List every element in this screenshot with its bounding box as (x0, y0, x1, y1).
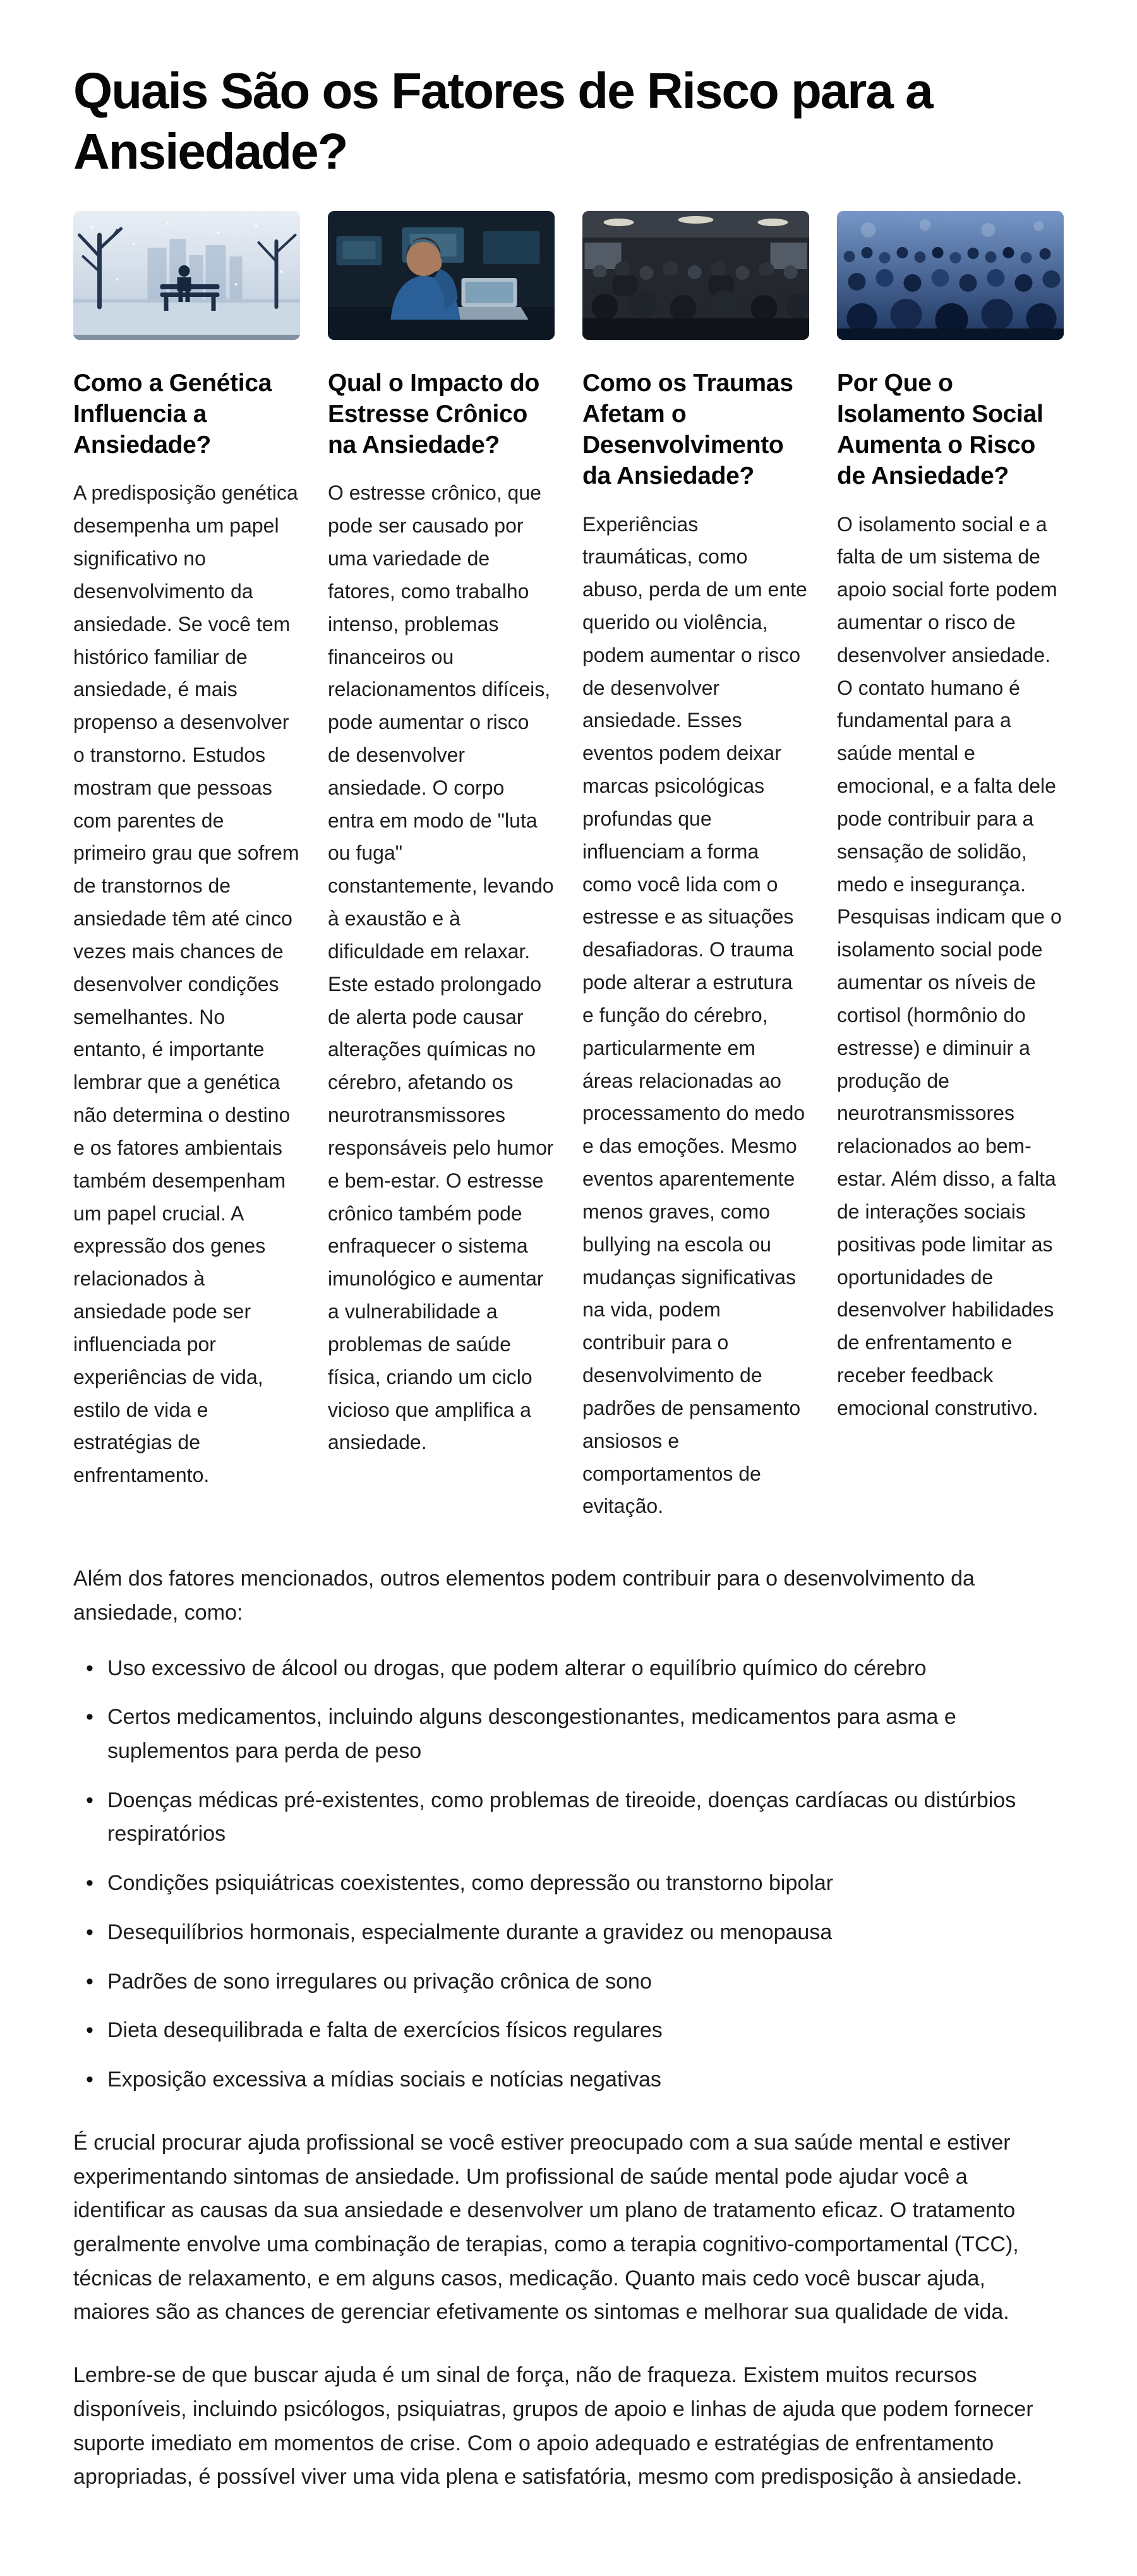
list-item-sleep-patterns: • Padrões de sono irregulares ou privação crônica de sono (80, 1965, 1064, 1999)
social-isolation-image (837, 211, 1064, 340)
genetics-image (73, 211, 300, 340)
professional-help-paragraph: É crucial procurar ajuda profissional se você estiver preocupado com a sua saúde mental e estiver experimentando sintomas de ansiedade. Um profissional de saúde mental pode ajudar você a identificar as causas da sua ansiedade e desenvolver um plano de tratamento eficaz. O tratamento geralmente envolve uma combinação de terapias, como a terapia cognitivo-comportamental (TCC), técnicas de relaxamento, e em alguns casos, medicação. Quanto mais cedo você buscar ajuda, maiores são as chances de gerenciar efetivamente os sintomas e melhorar sua qualidade de vida. (73, 2130, 1019, 2325)
column-body-social-isolation: O isolamento social e a falta de um sistema de apoio social forte podem aumentar o risco de desenvolver ansiedade. O contato humano é fundamental para a saúde mental e emocional, e a falta dele pode contribuir para a sensação de solidão, medo e insegurança. Pesquisas indicam que o isolamento social pode aumentar os níveis de cortisol (hormônio do estresse) e diminuir a produção de neurotransmissores relacionados ao bem-estar. Além disso, a falta de interações sociais positivas pode limitar as oportunidades de desenvolver habilidades de enfrentamento e receber feedback emocional construtivo. (837, 512, 1062, 1419)
list-item-medications: • Certos medicamentos, incluindo alguns descongestionantes, medicamentos para asma e suplementos para perda de peso (80, 1700, 1064, 1768)
page-title: Quais São os Fatores de Risco para a Ansiedade? (73, 63, 932, 179)
column-body-chronic-stress: O estresse crônico, que pode ser causado por uma variedade de fatores, como trabalho intenso, problemas financeiros ou relacionamentos difíceis, pode aumentar o risco de desenvolver ansiedade. O corpo entra em modo de "luta ou fuga" constantemente, levando à exaustão e à dificuldade em relaxar. Este estado prolongado de alerta pode causar alterações químicas no cérebro, afetando os neurotransmissores responsáveis pelo humor e bem-estar. O estresse crônico também pode enfraquecer o sistema imunológico e aumentar a vulnerabilidade a problemas de saúde física, criando um ciclo vicioso que amplifica a ansiedade. (328, 481, 554, 1454)
column-body-genetics: A predisposição genética desempenha um papel significativo no desenvolvimento da ansiedade. Se você tem histórico familiar de ansiedade, é mais propenso a desenvolver o transtorno. Estudos mostram que pessoas com parentes de primeiro grau que sofrem de transtornos de ansiedade têm até cinco vezes mais chances de desenvolver condições semelhantes. No entanto, é importante lembrar que a genética não determina o destino e os fatores ambientais também desempenham um papel crucial. A expressão dos genes relacionados à ansiedade pode ser influenciada por experiências de vida, estilo de vida e estratégias de enfrentamento. (73, 481, 299, 1487)
column-social-isolation (837, 211, 1064, 1523)
risk-factor-columns (73, 211, 1064, 1523)
list-item-diet-exercise: • Dieta desequilibrada e falta de exercícios físicos regulares (80, 2014, 1064, 2048)
column-trauma (582, 211, 809, 1523)
additional-factors-list (80, 1652, 1064, 2097)
column-body-trauma: Experiências traumáticas, como abuso, perda de um ente querido ou violência, podem aumentar o risco de desenvolver ansiedade. Esses eventos podem deixar marcas psicológicas profundas que influenciam a forma como você lida com o estresse e as situações desafiadoras. O trauma pode alterar a estrutura e função do cérebro, particularmente em áreas relacionadas ao processamento do medo e das emoções. Mesmo eventos aparentemente menos graves, como bullying na escola ou mudanças significativas na vida, podem contribuir para o desenvolvimento de padrões de pensamento ansiosos e comportamentos de evitação. (582, 512, 807, 1518)
trauma-image (582, 211, 809, 340)
column-heading-social-isolation: Por Que o Isolamento Social Aumenta o Risco de Ansiedade? (837, 370, 1044, 490)
list-item-hormonal-imbalances: • Desequilíbrios hormonais, especialmente durante a gravidez ou menopausa (80, 1916, 1064, 1950)
column-genetics (73, 211, 300, 1523)
column-heading-trauma: Como os Traumas Afetam o Desenvolvimento da Ansiedade? (582, 370, 793, 490)
chronic-stress-image (328, 211, 555, 340)
additional-factors-section (73, 1562, 1064, 2495)
list-item-medical-conditions: • Doenças médicas pré-existentes, como problemas de tireoide, doenças cardíacas ou distúrbios respiratórios (80, 1784, 1064, 1851)
additional-intro: Além dos fatores mencionados, outros elementos podem contribuir para o desenvolvimento da ansiedade, como: (73, 1567, 975, 1625)
column-heading-genetics: Como a Genética Influencia a Ansiedade? (73, 370, 272, 459)
column-chronic-stress (328, 211, 555, 1523)
encouragement-paragraph: Lembre-se de que buscar ajuda é um sinal de força, não de fraqueza. Existem muitos recursos disponíveis, incluindo psicólogos, psiquiatras, grupos de apoio e linhas de ajuda que podem fornecer suporte imediato em momentos de crise. Com o apoio adequado e estratégias de enfrentamento apropriadas, é possível viver uma vida plena e satisfatória, mesmo com predisposição à ansiedade. (73, 2363, 1033, 2489)
column-heading-chronic-stress: Qual o Impacto do Estresse Crônico na Ansiedade? (328, 370, 540, 459)
list-item-social-media: • Exposição excessiva a mídias sociais e notícias negativas (80, 2063, 1064, 2097)
list-item-psychiatric-conditions: • Condições psiquiátricas coexistentes, como depressão ou transtorno bipolar (80, 1867, 1064, 1901)
list-item-alcohol-drugs: • Uso excessivo de álcool ou drogas, que podem alterar o equilíbrio químico do cérebro (80, 1652, 1064, 1686)
